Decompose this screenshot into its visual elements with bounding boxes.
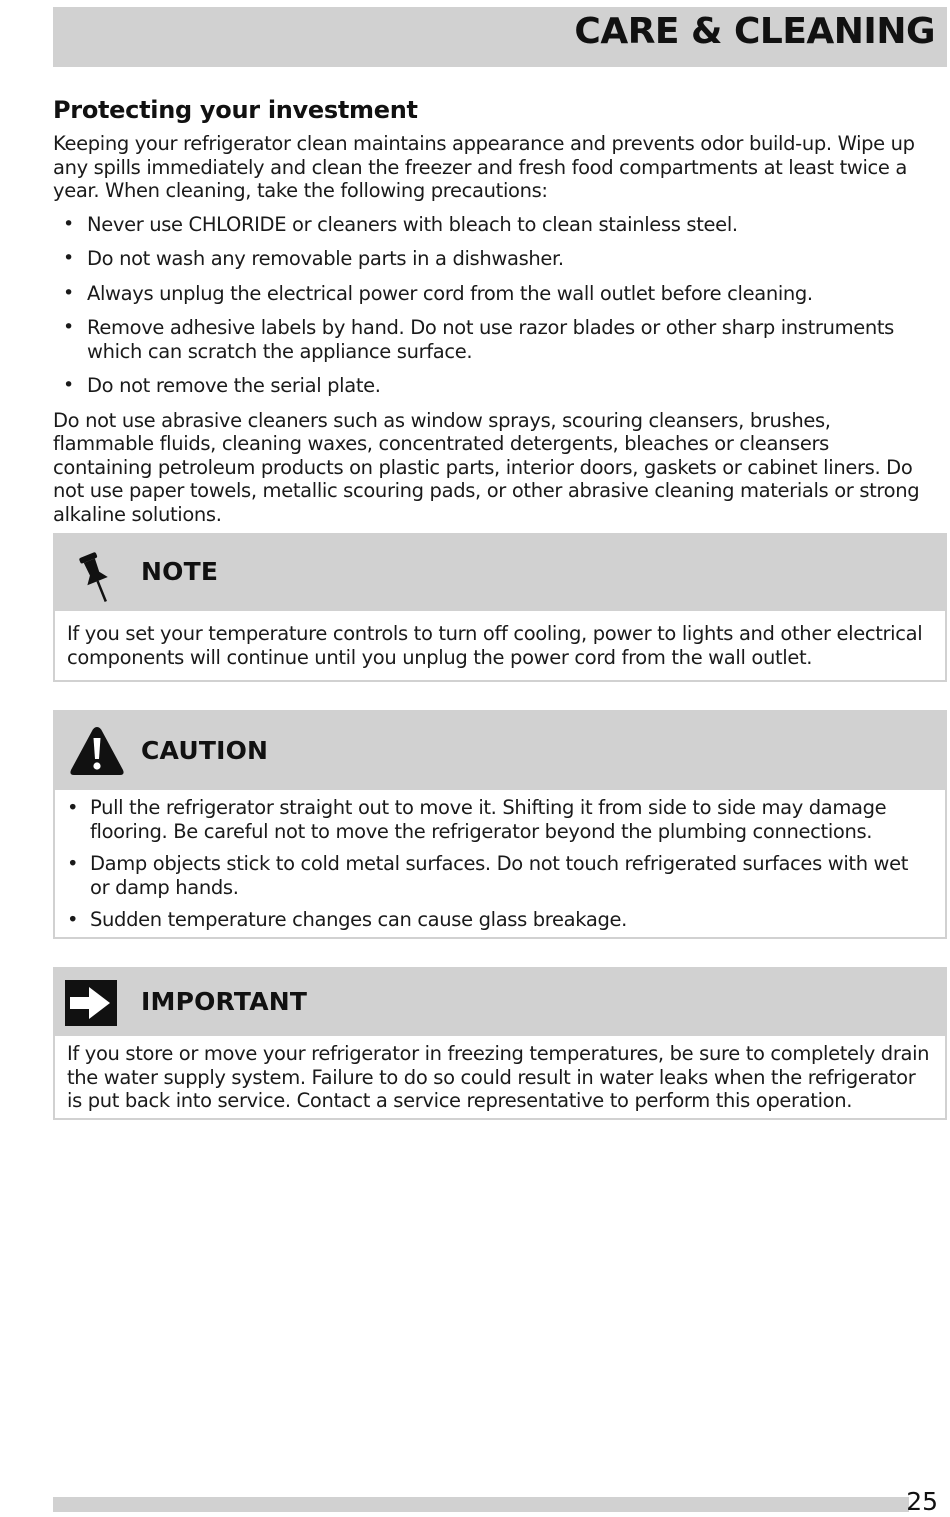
note-title: NOTE	[141, 557, 219, 586]
list-item: • Do not remove the serial plate.	[53, 374, 933, 398]
warning-triangle-icon	[68, 724, 126, 782]
list-item: • Pull the refrigerator straight out to move it. Shifting it from side to side may damage flooring. Be careful not to move the refrigerator beyond the plumbing connections.	[67, 796, 933, 843]
footer-bar	[53, 1497, 909, 1512]
list-item: • Do not wash any removable parts in a dishwasher.	[53, 247, 933, 271]
caution-list	[55, 790, 945, 932]
note-text: If you set your temperature controls to turn off cooling, power to lights and other electrical components will continue until you unplug the power cord from the wall outlet.	[67, 622, 923, 669]
note-header	[55, 535, 945, 611]
important-title: IMPORTANT	[141, 987, 308, 1016]
list-item: • Never use CHLORIDE or cleaners with bleach to clean stainless steel.	[53, 213, 933, 237]
caution-header	[55, 712, 945, 790]
important-box	[53, 967, 947, 1120]
intro-paragraph: Keeping your refrigerator clean maintains appearance and prevents odor build-up. Wipe up any spills immediately and clean the freezer and fresh food compartments at least twice a year. When cleaning, take the following precautions:	[53, 132, 915, 202]
page-title: CARE & CLEANING	[574, 11, 935, 52]
list-item: • Always unplug the electrical power cord from the wall outlet before cleaning.	[53, 282, 933, 306]
caution-box	[53, 710, 947, 939]
note-box	[53, 533, 947, 682]
important-text: If you store or move your refrigerator in freezing temperatures, be sure to completely drain the water supply system. Failure to do so could result in water leaks when the refrigerator is put back into service. Contact a service representative to perform this operation.	[67, 1042, 930, 1112]
closing-paragraph: Do not use abrasive cleaners such as window sprays, scouring cleansers, brushes, flammable fluids, cleaning waxes, concentrated detergents, bleaches or cleansers containing petroleum products on plastic parts, interior doors, gaskets or cabinet liners. Do not use paper towels, metallic scouring pads, or other abrasive cleaning materials or strong alkaline solutions.	[53, 408, 920, 526]
pushpin-icon	[77, 551, 117, 609]
header-bar	[53, 7, 947, 67]
important-header	[55, 969, 945, 1036]
main-content	[53, 94, 933, 526]
section-heading: Protecting your investment	[53, 96, 418, 124]
list-item: • Sudden temperature changes can cause glass breakage.	[67, 908, 933, 932]
precaution-list	[53, 213, 933, 398]
list-item: • Remove adhesive labels by hand. Do not use razor blades or other sharp instruments which can scratch the appliance surface.	[53, 316, 933, 363]
list-item: • Damp objects stick to cold metal surfaces. Do not touch refrigerated surfaces with wet or damp hands.	[67, 852, 933, 899]
page-number: 25	[906, 1487, 938, 1516]
caution-title: CAUTION	[141, 736, 269, 765]
arrow-right-icon	[65, 980, 117, 1030]
